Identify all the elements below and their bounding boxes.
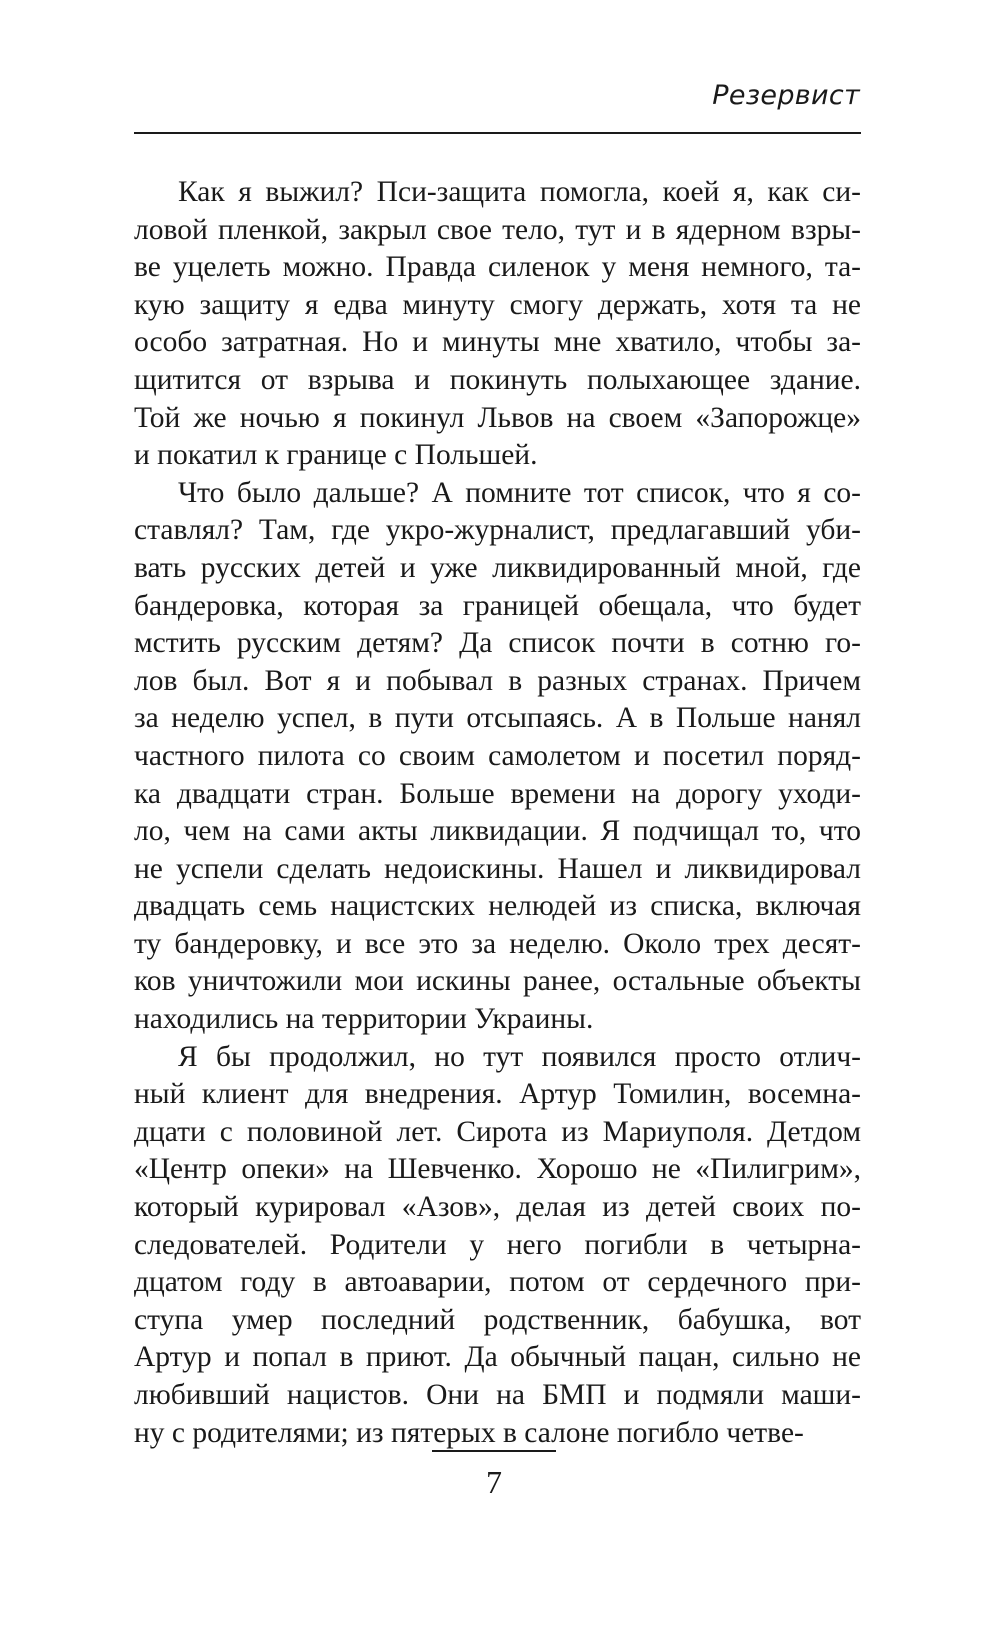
text-line: ве уцелеть можно. Правда силенок у меня немного, та- (134, 251, 861, 284)
paragraph (134, 475, 861, 1039)
text-line: ступа умер последний родственник, бабушка, вот (134, 1303, 861, 1336)
text-line: ков уничтожили мои искины ранее, остальные объекты (134, 965, 861, 998)
text-line: не успели сделать недоискины. Нашел и ликвидировал (134, 852, 861, 885)
running-header-title: Резервист (712, 80, 860, 111)
text-line: ставлял? Там, где укро-журналист, предлагавший уби- (134, 514, 861, 547)
text-line: следователей. Родители у него погибли в четырна- (134, 1228, 861, 1261)
text-line: лов был. Вот я и побывал в разных странах. Причем (134, 664, 861, 697)
text-line: Той же ночью я покинул Львов на своем «Запорожце» (134, 401, 861, 434)
text-line: Артур и попал в приют. Да обычный пацан, сильно не (134, 1341, 861, 1374)
text-line: ка двадцати стран. Больше времени на дорогу уходи- (134, 777, 861, 810)
text-line: частного пилота со своим самолетом и посетил поряд- (134, 739, 861, 772)
text-line: находились на территории Украины. (134, 1003, 594, 1036)
text-line: двадцать семь нацистских нелюдей из списка, включая (134, 890, 861, 923)
text-line: ный клиент для внедрения. Артур Томилин, восемна- (134, 1078, 861, 1111)
footer-divider (432, 1450, 556, 1452)
text-line: и покатил к границе с Польшей. (134, 439, 538, 472)
text-line: дцати с половиной лет. Сирота из Мариуполя. Детдом (134, 1115, 861, 1148)
page-number: 7 (486, 1464, 502, 1500)
text-line: вать русских детей и уже ликвидированный мной, где (134, 551, 861, 584)
text-line: мстить русским детям? Да список почти в сотню го- (134, 627, 861, 660)
text-line: за неделю успел, в пути отсыпаясь. А в Польше нанял (134, 702, 861, 735)
text-line: Как я выжил? Пси-защита помогла, коей я, как си- (178, 176, 861, 208)
text-line: который курировал «Азов», делая из детей своих по- (134, 1191, 861, 1224)
paragraph (134, 174, 861, 475)
text-line: щитится от взрыва и покинуть полыхающее здание. (134, 363, 861, 396)
text-line: дцатом году в автоаварии, потом от сердечного при- (134, 1266, 861, 1299)
text-line: особо затратная. Но и минуты мне хватило, чтобы за- (134, 326, 861, 359)
page-body-text (134, 174, 861, 1452)
text-line: бандеровка, которая за границей обещала, что будет (134, 589, 861, 622)
text-line: любивший нацистов. Они на БМП и подмяли маши- (134, 1379, 861, 1411)
text-line: ловой пленкой, закрыл свое тело, тут и в ядерном взры- (134, 213, 861, 246)
text-line: Я бы продолжил, но тут появился просто отлич- (178, 1040, 861, 1073)
paragraph (134, 1039, 861, 1453)
text-line: кую защиту я едва минуту смогу держать, хотя та не (134, 288, 861, 321)
text-line: ну с родителями; из пятерых в салоне погибло четве- (134, 1416, 804, 1449)
text-line: Что было дальше? А помните тот список, что я со- (178, 476, 861, 509)
text-line: ло, чем на сами акты ликвидации. Я подчищал то, что (134, 815, 861, 848)
header-divider (134, 132, 861, 134)
text-line: «Центр опеки» на Шевченко. Хорошо не «Пилигрим», (134, 1153, 861, 1186)
text-line: ту бандеровку, и все это за неделю. Около трех десят- (134, 927, 861, 960)
